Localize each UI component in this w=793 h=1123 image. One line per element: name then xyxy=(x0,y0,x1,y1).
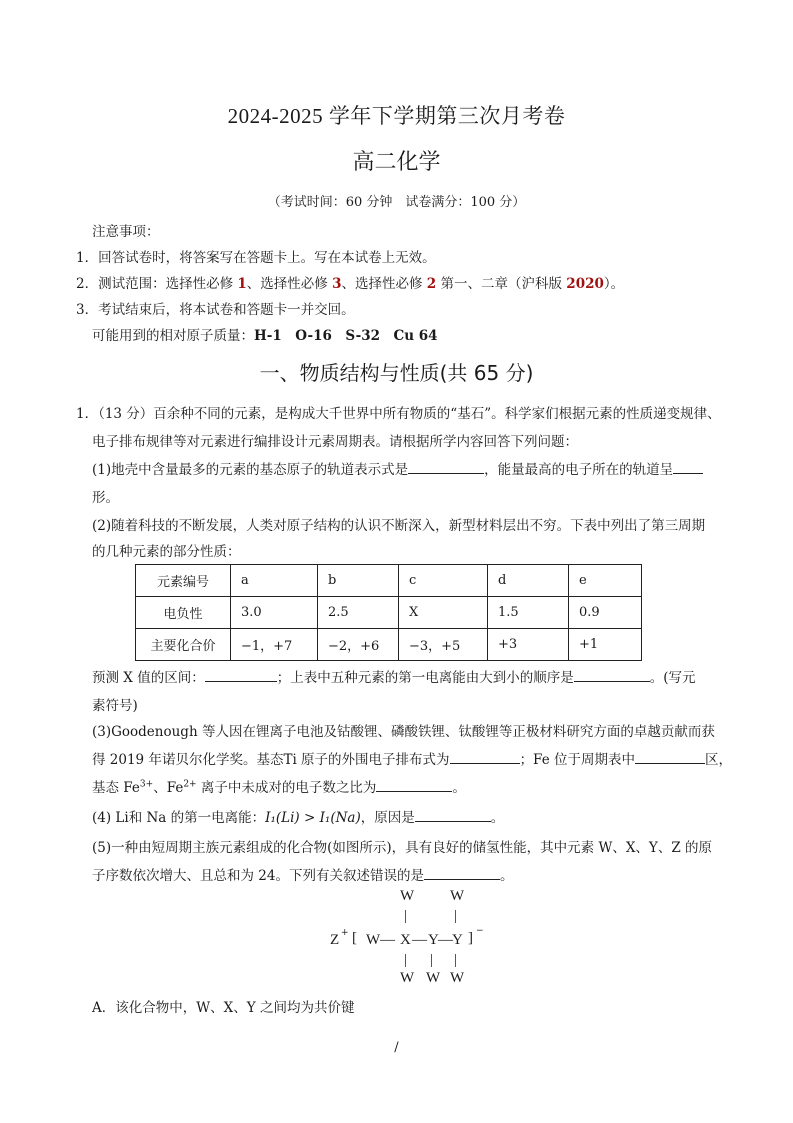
q1-part2-question-end: 素符号) xyxy=(92,698,138,714)
q1-part4: (4) Li和 Na 的第一电离能：I₁(Li) > I₁(Na)，原因是 。 xyxy=(92,810,505,826)
note-2: 2．测试范围：选择性必修 1、选择性必修 3、选择性必修 2 第一、二章（沪科版 2020）。 xyxy=(76,276,625,292)
note-1: 1．回答试卷时，将答案写在答题卡上。写在本试卷上无效。 xyxy=(76,250,436,266)
table-cell: +1 xyxy=(569,629,642,661)
exam-meta: （考试时间：60 分钟 试卷满分：100 分） xyxy=(267,195,526,210)
page-number: / xyxy=(394,1040,399,1055)
table-cell: 3.0 xyxy=(231,597,318,629)
table-row xyxy=(136,565,642,597)
section-title: 一、物质结构与性质(共 65 分) xyxy=(259,361,534,385)
table-cell: X xyxy=(399,597,488,629)
q1-part2-question: 预测 X 值的区间： ；上表中五种元素的第一电离能由大到小的顺序是 。(写元 xyxy=(92,670,696,686)
exam-title: 2024-2025 学年下学期第三次月考卷 xyxy=(227,104,566,128)
answer-blank[interactable] xyxy=(450,751,520,764)
answer-blank[interactable] xyxy=(574,669,650,682)
compound-structure-diagram: W W | | Z + [ W — X — Y — Y ] − | | | W W W xyxy=(330,888,484,986)
answer-blank[interactable] xyxy=(635,751,705,764)
q1-part1: (1)地壳中含量最多的元素的基态原子的轨道表示式是 ，能量最高的电子所在的轨道呈 xyxy=(92,458,703,478)
option-a: A．该化合物中，W、X、Y 之间均为共价键 xyxy=(92,1000,355,1016)
table-cell: 0.9 xyxy=(569,597,642,629)
exam-subject: 高二化学 xyxy=(352,150,441,175)
q1-part5-line1: (5)一种由短周期主族元素组成的化合物(如图所示)，具有良好的储氢性能，其中元素 W、X、Y、Z 的原 xyxy=(92,840,713,856)
table-cell: +3 xyxy=(488,629,569,661)
q1-part2-line1: (2)随着科技的不断发展，人类对原子结构的认识不断深入，新型材料层出不穷。下表中列出了第三周期 xyxy=(92,518,706,534)
q1-part1-end: 形。 xyxy=(92,490,119,506)
element-properties-table xyxy=(135,564,642,661)
table-row xyxy=(136,629,642,661)
table-header-cell: a xyxy=(231,565,318,597)
q1-part2-line2: 的几种元素的部分性质： xyxy=(92,544,241,560)
table-cell: 1.5 xyxy=(488,597,569,629)
answer-blank[interactable] xyxy=(408,461,484,474)
answer-blank[interactable] xyxy=(376,779,452,792)
answer-blank[interactable] xyxy=(415,809,491,822)
table-header-cell: 元素编号 xyxy=(136,565,231,597)
table-header-cell: d xyxy=(488,565,569,597)
q1-intro-line2: 电子排布规律等对元素进行编排设计元素周期表。请根据所学内容回答下列问题： xyxy=(92,434,578,450)
answer-blank[interactable] xyxy=(205,669,277,682)
q1-part3-line2: 得 2019 年诺贝尔化学奖。基态Ti 原子的外围电子排布式为 ；Fe 位于周期表中 区， xyxy=(92,752,732,768)
table-cell: 主要化合价 xyxy=(136,629,231,661)
q1-intro-line1: 1．（13 分）百余种不同的元素，是构成大千世界中所有物质的“基石”。科学家们根据元素的性质递变规律、 xyxy=(76,406,721,422)
answer-blank[interactable] xyxy=(424,867,500,880)
q1-part5-line2: 子序数依次增大、且总和为 24。下列有关叙述错误的是 。 xyxy=(92,868,514,884)
table-cell: 电负性 xyxy=(136,597,231,629)
table-cell: 2.5 xyxy=(318,597,399,629)
atomic-masses: 可能用到的相对原子质量：H-1 O-16 S-32 Cu 64 xyxy=(92,328,438,344)
table-header-cell: c xyxy=(399,565,488,597)
table-cell: −3，+5 xyxy=(399,629,488,661)
table-cell: −2，+6 xyxy=(318,629,399,661)
notes-heading: 注意事项： xyxy=(92,224,160,240)
q1-part3-line1: (3)Goodenough 等人因在锂离子电池及钴酸锂、磷酸铁锂、钛酸锂等正极材料研究方面的卓越贡献而获 xyxy=(92,724,715,740)
table-cell: −1，+7 xyxy=(231,629,318,661)
table-row xyxy=(136,597,642,629)
q1-part3-line3: 基态 $Fe^{3+}$、$Fe^{2+}$ 离子中未成对的电子数之比为 。 xyxy=(92,779,466,796)
note-3: 3．考试结束后，将本试卷和答题卡一并交回。 xyxy=(76,302,355,318)
table-header-cell: b xyxy=(318,565,399,597)
answer-blank[interactable] xyxy=(673,461,703,474)
table-header-cell: e xyxy=(569,565,642,597)
